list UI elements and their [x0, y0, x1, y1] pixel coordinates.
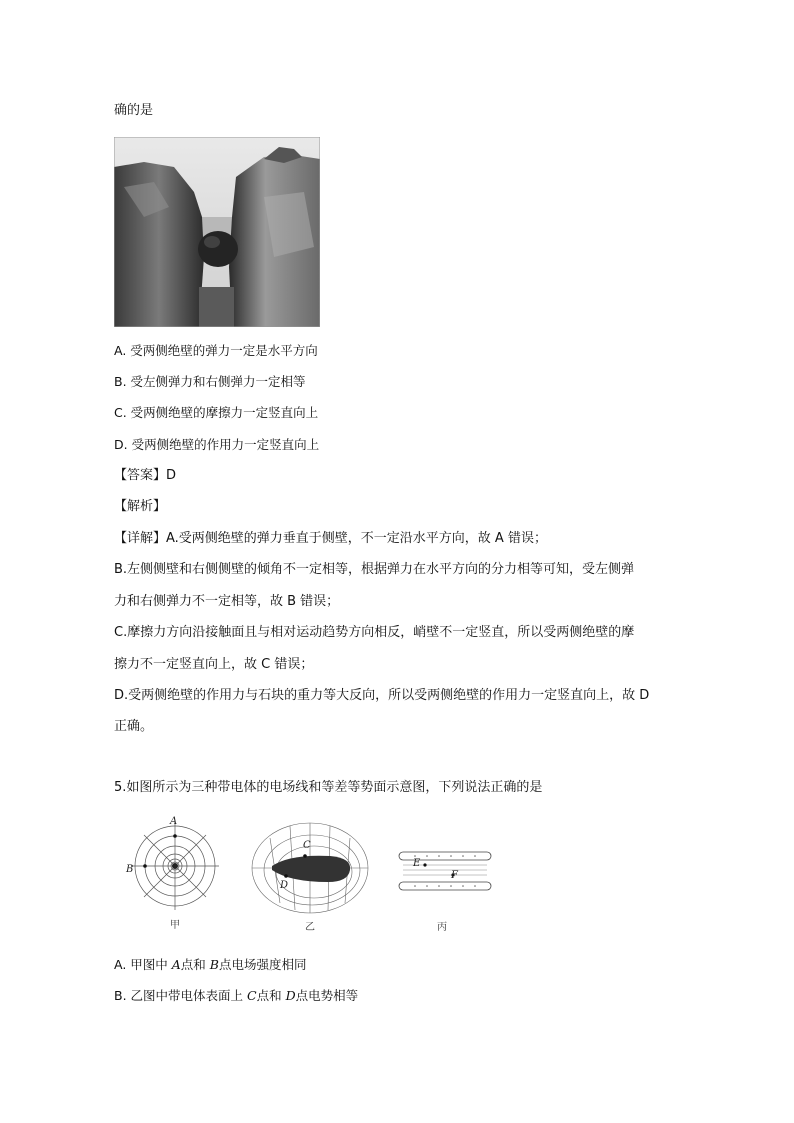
q5-option-b-point-1: C — [247, 988, 257, 1003]
q5-option-b — [114, 987, 358, 1005]
question-stem-continuation: 确的是 — [114, 103, 154, 118]
point-a-label: A — [170, 816, 178, 827]
rock-photo — [114, 137, 320, 327]
option-d: D. 受两侧绝壁的作用力一定竖直向上 — [114, 437, 320, 452]
option-b: B. 受左侧弹力和右侧弹力一定相等 — [114, 374, 306, 389]
explanation-line-5: 擦力不一定竖直向上，故 C 错误； — [114, 657, 314, 672]
q5-option-a-point-1: A — [171, 957, 181, 972]
q5-option-a-suffix: 点电场强度相同 — [218, 957, 307, 972]
explanation-line-2: B.左侧侧壁和右侧侧壁的倾角不一定相等，根据弹力在水平方向的分力相等可知，受左侧弹 — [114, 562, 635, 577]
q5-option-b-mid: 点和 — [256, 988, 286, 1003]
q5-option-a — [114, 956, 306, 974]
point-d-label: D — [280, 880, 289, 891]
option-a: A. 受两侧绝壁的弹力一定是水平方向 — [114, 343, 318, 358]
q5-option-b-point-2: D — [285, 988, 296, 1003]
figure-yi — [250, 818, 370, 933]
figure-jia-caption: 甲 — [170, 920, 180, 931]
q5-option-a-prefix: A. 甲图中 — [114, 957, 172, 972]
option-c: C. 受两侧绝壁的摩擦力一定竖直向上 — [114, 405, 319, 420]
explanation-line-3: 力和右侧弹力不一定相等，故 B 错误； — [114, 594, 340, 609]
q5-option-b-prefix: B. 乙图中带电体表面上 — [114, 988, 247, 1003]
point-e-label: E — [413, 858, 421, 869]
explanation-line-4: C.摩擦力方向沿接触面且与相对运动趋势方向相反，峭壁不一定竖直，所以受两侧绝壁的摩 — [114, 625, 635, 640]
q5-option-a-point-2: B — [209, 957, 219, 972]
analysis-heading: 【解析】 — [114, 499, 167, 514]
explanation-line-6: D.受两侧绝壁的作用力与石块的重力等大反向，所以受两侧绝壁的作用力一定竖直向上，故 D — [114, 688, 650, 703]
figure-yi-caption: 乙 — [305, 922, 315, 933]
figure-bing — [395, 848, 495, 933]
explanation-line-7: 正确。 — [114, 719, 154, 734]
answer: 【答案】D — [114, 468, 177, 483]
figure-jia — [126, 816, 220, 931]
question-5-stem: 5.如图所示为三种带电体的电场线和等差等势面示意图，下列说法正确的是 — [114, 780, 543, 795]
point-b-label: B — [126, 864, 134, 875]
point-f-label: F — [451, 870, 458, 881]
q5-option-b-suffix: 点电势相等 — [295, 988, 359, 1003]
point-c-label: C — [303, 840, 311, 851]
explanation-line-1: 【详解】A.受两侧绝壁的弹力垂直于侧壁，不一定沿水平方向，故 A 错误； — [114, 531, 547, 546]
figure-bing-caption: 丙 — [437, 922, 447, 933]
q5-option-a-mid: 点和 — [180, 957, 210, 972]
